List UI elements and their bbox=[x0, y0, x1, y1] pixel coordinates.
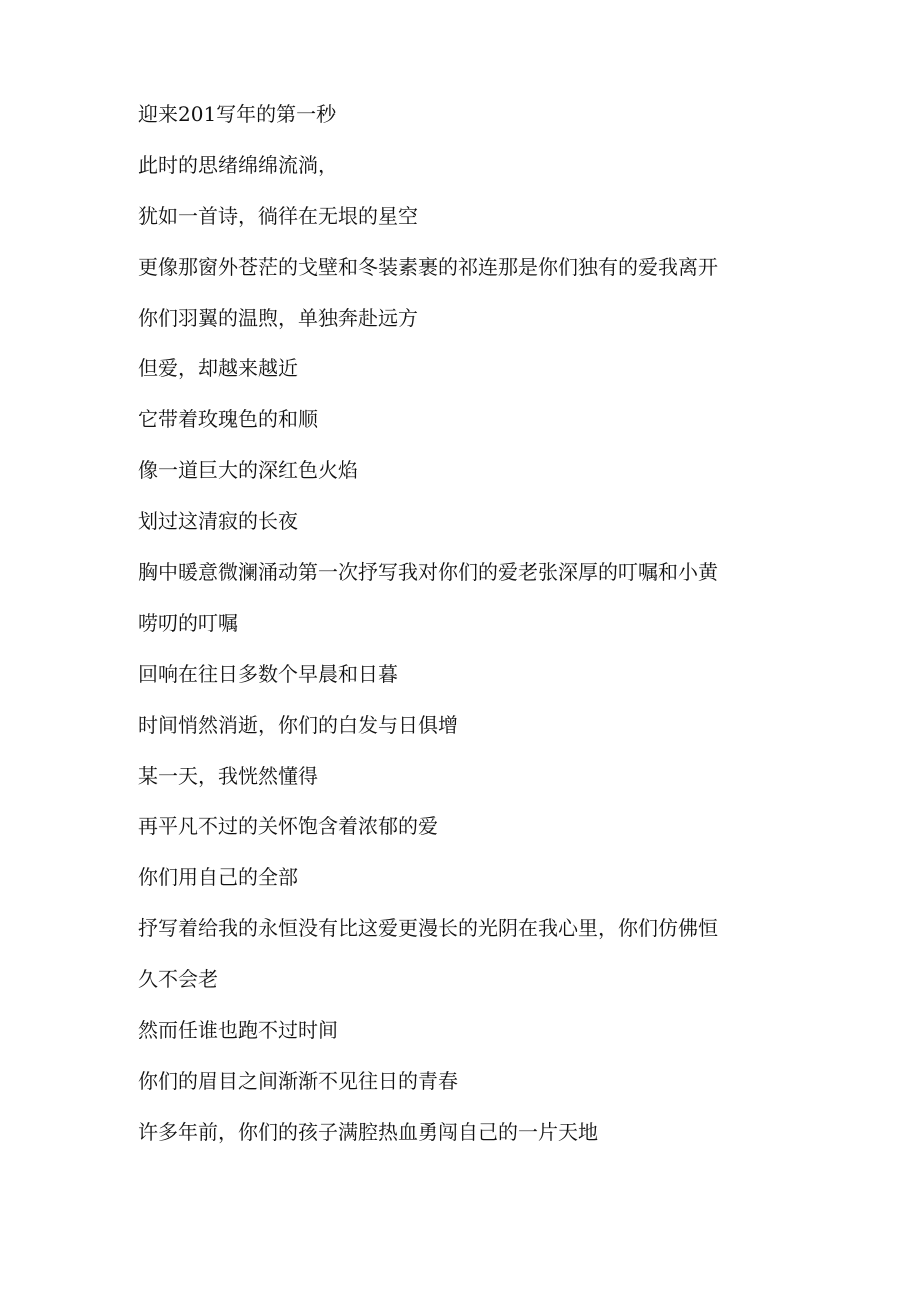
text-line: 犹如一首诗，徜徉在无垠的星空 bbox=[138, 203, 418, 228]
text-line: 它带着玫瑰色的和顺 bbox=[138, 407, 318, 432]
text-line: 像一道巨大的深红色火焰 bbox=[138, 458, 358, 483]
text-line: 此时的思绪绵绵流淌， bbox=[138, 152, 338, 177]
text-line: 久不会老 bbox=[138, 967, 218, 992]
text-line: 回响在往日多数个早晨和日暮 bbox=[138, 661, 398, 686]
poem-text bbox=[138, 101, 778, 1170]
text-line: 更像那窗外苍茫的戈壁和冬装素裹的祁连那是你们独有的爱我离开 bbox=[138, 254, 718, 279]
text-line: 划过这清寂的长夜 bbox=[138, 509, 298, 534]
text-line: 但爱，却越来越近 bbox=[138, 356, 298, 381]
text-line: 某一天，我恍然懂得 bbox=[138, 763, 318, 788]
text-line: 时间悄然消逝，你们的白发与日俱增 bbox=[138, 712, 458, 737]
text-line: 许多年前，你们的孩子满腔热血勇闯自己的一片天地 bbox=[138, 1119, 598, 1144]
text-line: 胸中暖意微澜涌动第一次抒写我对你们的爱老张深厚的叮嘱和小黄 bbox=[138, 560, 718, 585]
text-line: 迎来201写年的第一秒 bbox=[138, 102, 337, 126]
text-line: 你们的眉目之间渐渐不见往日的青春 bbox=[138, 1068, 458, 1093]
text-line: 抒写着给我的永恒没有比这爱更漫长的光阴在我心里，你们仿佛恒 bbox=[138, 916, 718, 941]
text-line: 你们羽翼的温煦，单独奔赴远方 bbox=[138, 305, 418, 330]
text-line: 再平凡不过的关怀饱含着浓郁的爱 bbox=[138, 814, 438, 839]
text-line: 你们用自己的全部 bbox=[138, 865, 298, 890]
text-line: 然而任谁也跑不过时间 bbox=[138, 1018, 338, 1043]
text-line: 唠叨的叮嘱 bbox=[138, 610, 238, 635]
